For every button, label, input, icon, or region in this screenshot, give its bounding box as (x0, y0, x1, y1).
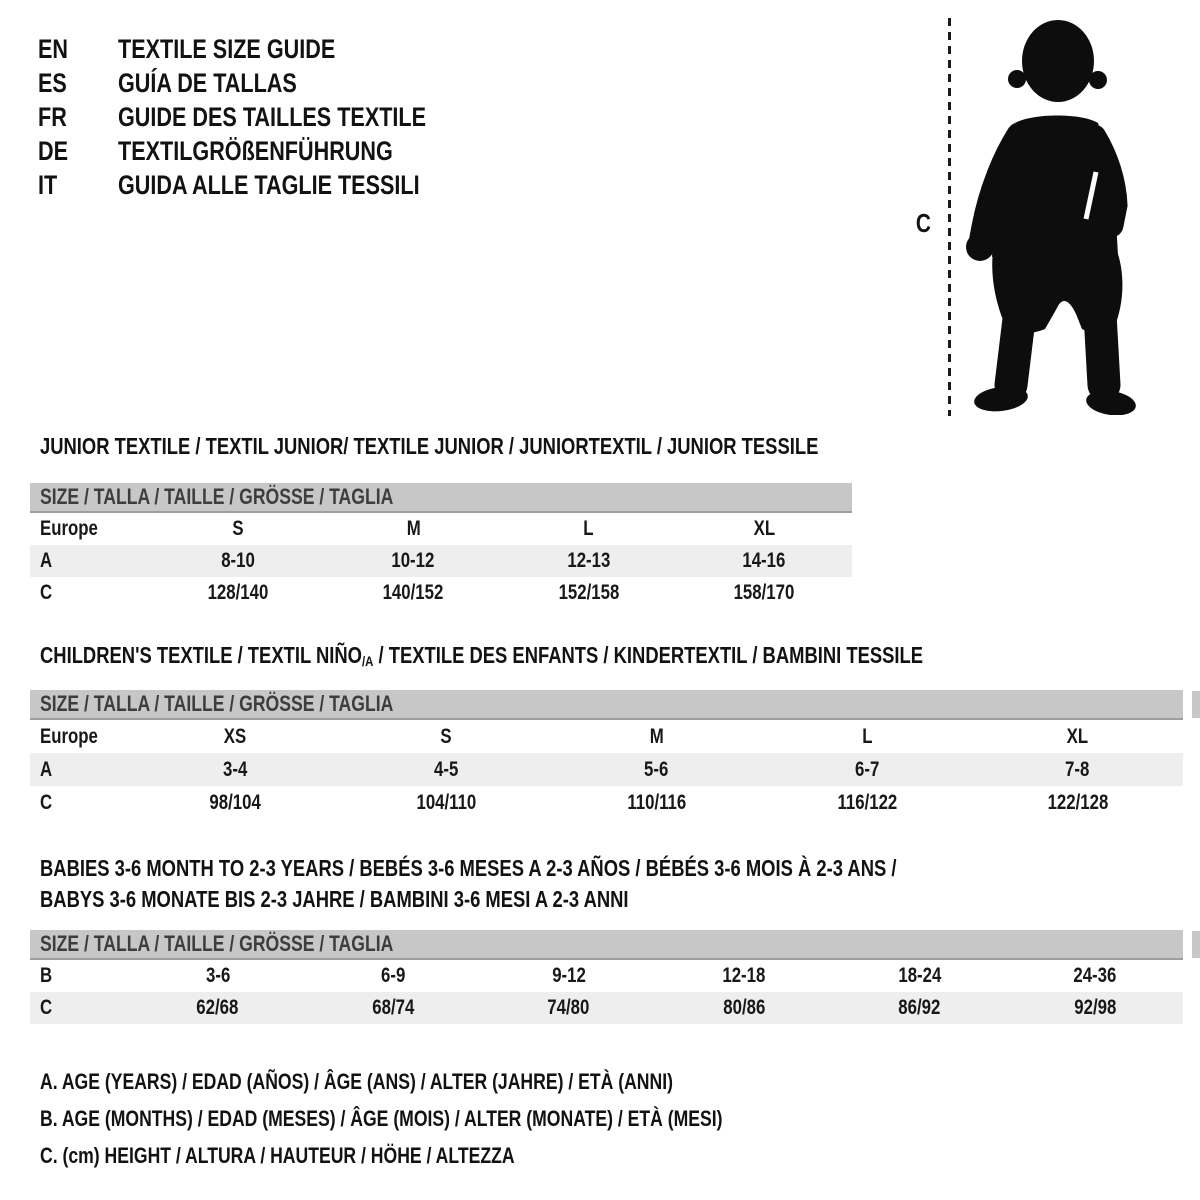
junior-size-table (30, 483, 852, 609)
children-size-table (30, 690, 1183, 819)
legend-line-b: B. AGE (MONTHS) / EDAD (MESES) / ÂGE (MOIS) / ALTER (MONATE) / ETÀ (MESI) (40, 1106, 723, 1131)
table-row-europe: Europe XS S M L XL (40, 724, 1089, 748)
lang-row-en (38, 32, 503, 66)
edge-artifact (1192, 931, 1200, 958)
table-row-height: C 128/140 140/152 152/158 158/170 (40, 581, 795, 604)
babies-section-title: BABIES 3-6 MONTH TO 2-3 YEARS / BEBÉS 3-6 MESES A 2-3 AÑOS / BÉBÉS 3-6 MOIS À 2-3 ANS / BABYS 3-6 MONATE BIS 2-3 JAHRE / BAMBINI 3-6 MESI A 2-3 ANNI (40, 855, 897, 912)
size-header-bar: SIZE / TALLA / TAILLE / GRÖSSE / TAGLIA (30, 930, 1183, 960)
lang-row-es (38, 66, 503, 100)
size-header-bar: SIZE / TALLA / TAILLE / GRÖSSE / TAGLIA (30, 483, 852, 513)
measurement-legend (40, 1063, 893, 1174)
lang-row-it (38, 168, 503, 202)
nino-a-subscript: /A (361, 654, 374, 671)
language-title-list (38, 32, 503, 202)
edge-artifact (1192, 691, 1200, 718)
guide-title-de: TEXTILGRÖßENFÜHRUNG (118, 136, 393, 166)
guide-title-es: GUÍA DE TALLAS (118, 68, 297, 98)
legend-line-a: A. AGE (YEARS) / EDAD (AÑOS) / ÂGE (ANS) / ALTER (JAHRE) / ETÀ (ANNI) (40, 1069, 673, 1094)
lang-code: FR (38, 102, 67, 132)
size-header-bar: SIZE / TALLA / TAILLE / GRÖSSE / TAGLIA (30, 690, 1183, 720)
table-row-age: A 8-10 10-12 12-13 14-16 (30, 545, 852, 577)
junior-section-title: JUNIOR TEXTILE / TEXTIL JUNIOR/ TEXTILE JUNIOR / JUNIORTEXTIL / JUNIOR TESSILE (40, 433, 819, 459)
guide-title-it: GUIDA ALLE TAGLIE TESSILI (118, 170, 420, 200)
guide-title-en: TEXTILE SIZE GUIDE (118, 34, 336, 64)
lang-code: ES (38, 68, 67, 98)
lang-row-de (38, 134, 503, 168)
table-row-height: C 98/104 104/110 110/116 116/122 122/128 (40, 790, 1109, 814)
lang-code: EN (38, 34, 69, 64)
babies-size-table (30, 930, 1183, 1024)
legend-line-c: C. (cm) HEIGHT / ALTURA / HAUTEUR / HÖHE / ALTEZZA (40, 1143, 515, 1168)
table-row-age-months: B 3-6 6-9 9-12 12-18 18-24 24-36 (40, 964, 1117, 987)
height-dashed-line (948, 18, 951, 416)
table-row-height: C 62/68 68/74 74/80 80/86 86/92 92/98 (30, 992, 1183, 1024)
table-row-europe: Europe S M L XL (40, 517, 775, 540)
table-row-age: A 3-4 4-5 5-6 6-7 7-8 (30, 753, 1183, 786)
guide-title-fr: GUIDE DES TAILLES TEXTILE (118, 102, 427, 132)
lang-code: IT (38, 170, 58, 200)
height-measure-label: C (915, 208, 931, 238)
toddler-silhouette-icon (965, 15, 1145, 415)
lang-row-fr (38, 100, 503, 134)
children-section-title: CHILDREN'S TEXTILE / TEXTIL $NIÑO_{/A}$ / TEXTILE DES ENFANTS / KINDERTEXTIL / BAMBINI TESSILE (40, 642, 924, 671)
lang-code: DE (38, 136, 69, 166)
